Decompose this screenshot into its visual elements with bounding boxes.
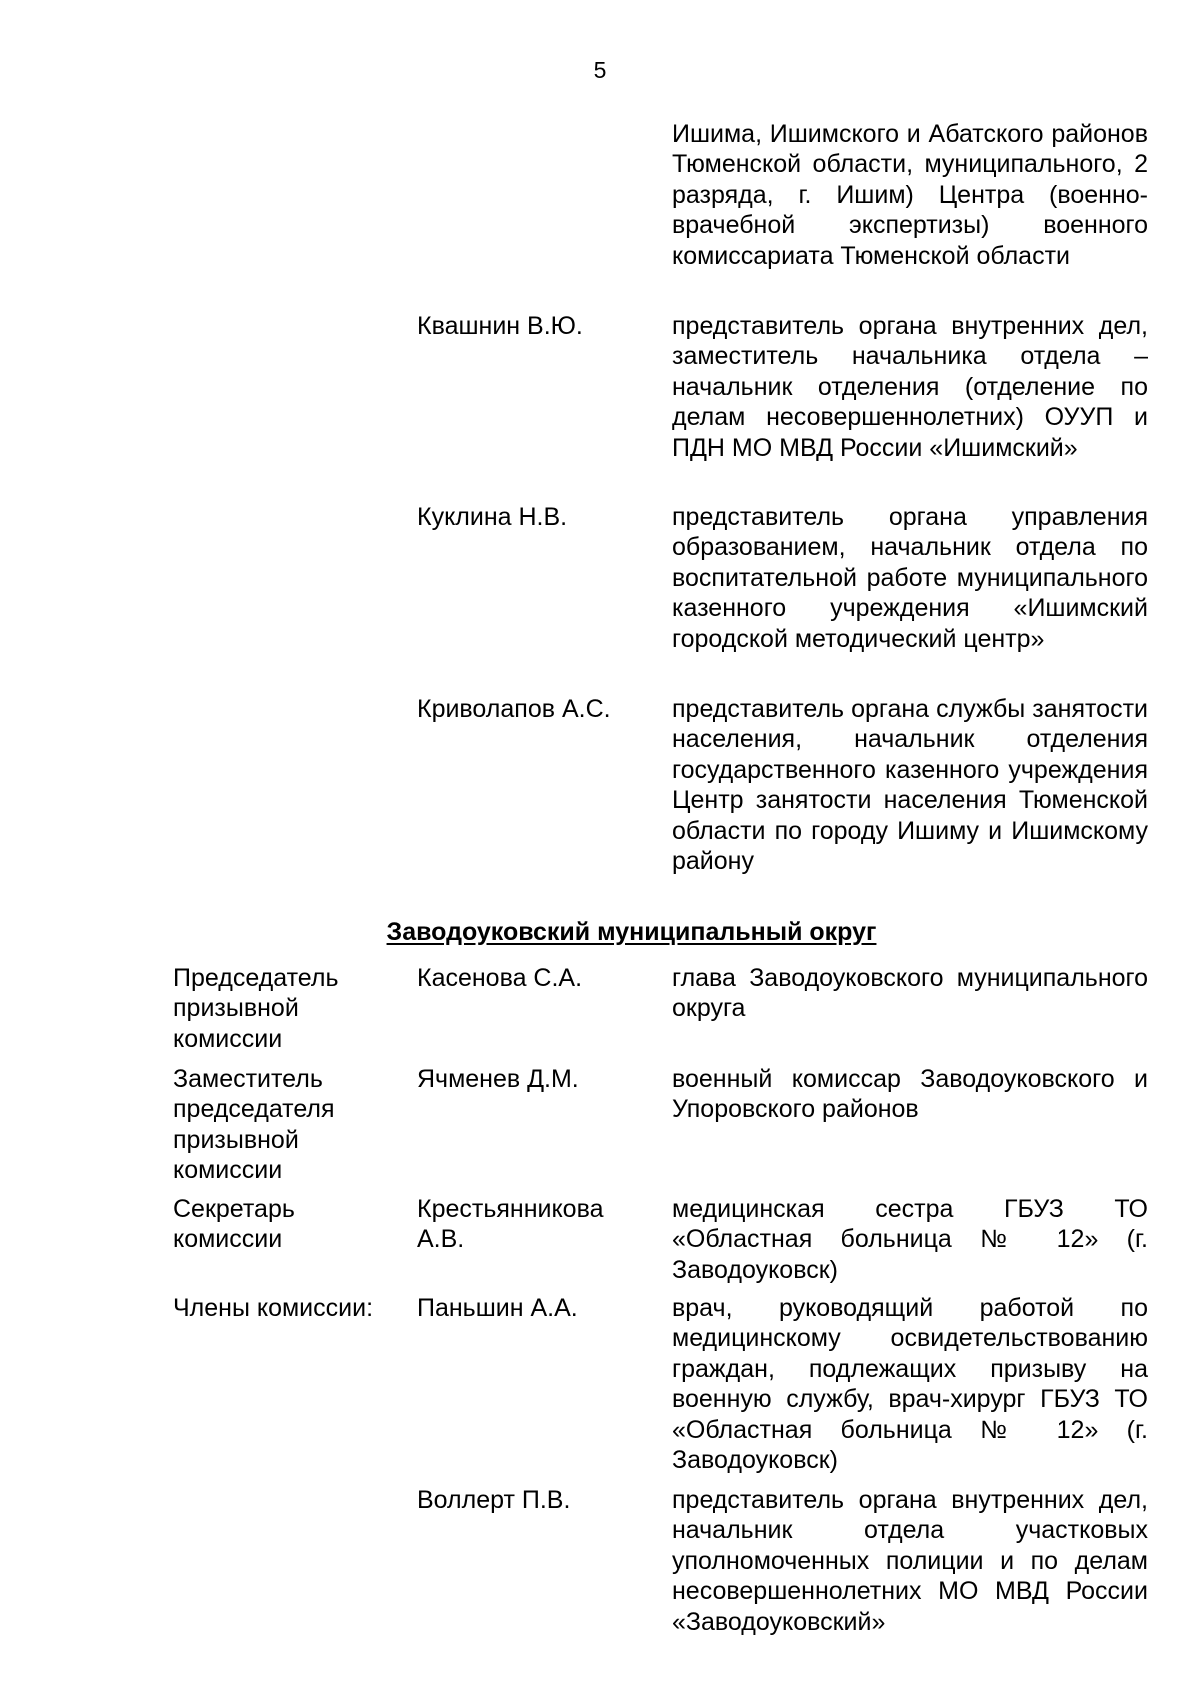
member-description: врач, руководящий работой по медицинскому освидетельствованию граждан, подлежащих призыву на военную службу, врач-хирург ГБУЗ ТО «Областная больница № 12» (г. Заводоуковск) bbox=[672, 1294, 1148, 1475]
commission-role: Председатель призывной комиссии bbox=[173, 964, 339, 1053]
member-name: Куклина Н.В. bbox=[417, 503, 568, 531]
member-name: Воллерт П.В. bbox=[417, 1486, 571, 1514]
member-name: Крестьянникова А.В. bbox=[417, 1195, 604, 1254]
member-name: Криволапов А.С. bbox=[417, 695, 611, 723]
member-description: представитель органа внутренних дел, начальник отдела участковых уполномоченных полиции и по делам несовершеннолетних МО МВД России «Заводоуковский» bbox=[672, 1486, 1148, 1636]
section-title: Заводоуковский муниципальный округ bbox=[386, 918, 877, 946]
member-description: глава Заводоуковского муниципального округа bbox=[672, 964, 1148, 1023]
commission-role: Заместитель председателя призывной комиссии bbox=[173, 1065, 335, 1185]
member-name: Паньшин А.А. bbox=[417, 1294, 578, 1322]
member-description: представитель органа внутренних дел, заместитель начальника отдела – начальник отделения (отделение по делам несовершеннолетних) ОУУП и ПДН МО МВД России «Ишимский» bbox=[672, 312, 1148, 462]
member-description: медицинская сестра ГБУЗ ТО «Областная больница № 12» (г. Заводоуковск) bbox=[672, 1195, 1148, 1284]
member-description: представитель органа управления образованием, начальник отдела по воспитательной работе муниципального казенного учреждения «Ишимский городской методический центр» bbox=[672, 503, 1148, 653]
continuation-description: Ишима, Ишимского и Абатского районов Тюменской области, муниципального, 2 разряда, г. Ишим) Центра (военно-врачебной экспертизы) военного комиссариата Тюменской области bbox=[672, 120, 1148, 270]
member-name: Ячменев Д.М. bbox=[417, 1065, 579, 1093]
member-description: представитель органа службы занятости населения, начальник отделения государственного казенного учреждения Центр занятости населения Тюменской области по городу Ишиму и Ишимскому району bbox=[672, 695, 1148, 876]
member-name: Квашнин В.Ю. bbox=[417, 312, 583, 340]
member-description: военный комиссар Заводоуковского и Упоровского районов bbox=[672, 1065, 1148, 1124]
page-number: 5 bbox=[593, 57, 607, 83]
member-name: Касенова С.А. bbox=[417, 964, 583, 992]
commission-role: Члены комиссии: bbox=[173, 1294, 374, 1322]
commission-role: Секретарь комиссии bbox=[173, 1195, 295, 1254]
